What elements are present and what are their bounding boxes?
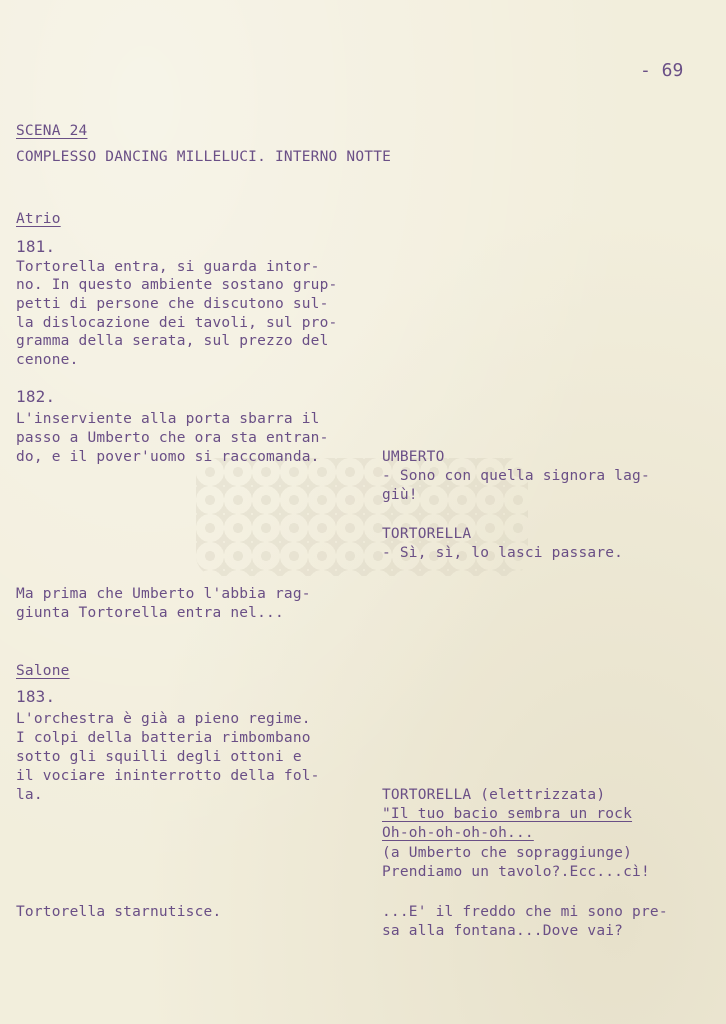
shot-182-line-1: L'inserviente alla porta sbarra il: [16, 411, 320, 427]
sneeze-line: Tortorella starnutisce.: [16, 904, 222, 920]
scene-subtitle: COMPLESSO DANCING MILLELUCI. INTERNO NOTTE: [16, 149, 392, 165]
bridge-line-1: Ma prima che Umberto l'abbia rag-: [16, 586, 311, 602]
tortorella-final-line-2: sa alla fontana...Dove vai?: [382, 923, 624, 939]
shot-181-line-6: cenone.: [16, 352, 79, 368]
speaker-tortorella-elettrizzata: TORTORELLA (elettrizzata): [382, 787, 606, 803]
section-salone: Salone: [16, 663, 70, 679]
tortorella-final-line-1: ...E' il freddo che mi sono pre-: [382, 904, 668, 920]
shot-number-181: 181.: [16, 237, 56, 256]
shot-181-line-4: la dislocazione dei tavoli, sul pro-: [16, 315, 338, 331]
stage-direction: (a Umberto che sopraggiunge): [382, 845, 633, 861]
shot-181-line-1: Tortorella entra, si guarda intor-: [16, 259, 320, 275]
shot-181-line-3: petti di persone che discutono sul-: [16, 296, 329, 312]
shot-183-line-3: sotto gli squilli degli ottoni e: [16, 749, 302, 765]
speaker-umberto: UMBERTO: [382, 449, 445, 465]
tortorella-line-1: - Sì, sì, lo lasci passare.: [382, 545, 624, 561]
page-number: - 69: [640, 60, 684, 81]
shot-181-line-5: gramma della serata, sul prezzo del: [16, 333, 329, 349]
speaker-tortorella: TORTORELLA: [382, 526, 472, 542]
umberto-line-2: giù!: [382, 487, 418, 503]
scene-title: SCENA 24: [16, 123, 88, 139]
shot-183-line-4: il vociare ininterrotto della fol-: [16, 768, 320, 784]
shot-number-183: 183.: [16, 687, 56, 706]
shot-182-line-3: do, e il pover'uomo si raccomanda.: [16, 449, 320, 465]
tortorella-line-2: Prendiamo un tavolo?.Ecc...cì!: [382, 864, 650, 880]
shot-183-line-2: I colpi della batteria rimbombano: [16, 730, 311, 746]
umberto-line-1: - Sono con quella signora lag-: [382, 468, 650, 484]
shot-number-182: 182.: [16, 387, 56, 406]
song-line-1: "Il tuo bacio sembra un rock: [382, 806, 633, 822]
shot-182-line-2: passo a Umberto che ora sta entran-: [16, 430, 329, 446]
shot-183-line-5: la.: [16, 787, 43, 803]
shot-181-line-2: no. In questo ambiente sostano grup-: [16, 277, 338, 293]
section-atrio: Atrio: [16, 211, 61, 227]
song-line-2: Oh-oh-oh-oh-oh...: [382, 825, 534, 841]
bridge-line-2: giunta Tortorella entra nel...: [16, 605, 284, 621]
shot-183-line-1: L'orchestra è già a pieno regime.: [16, 711, 311, 727]
